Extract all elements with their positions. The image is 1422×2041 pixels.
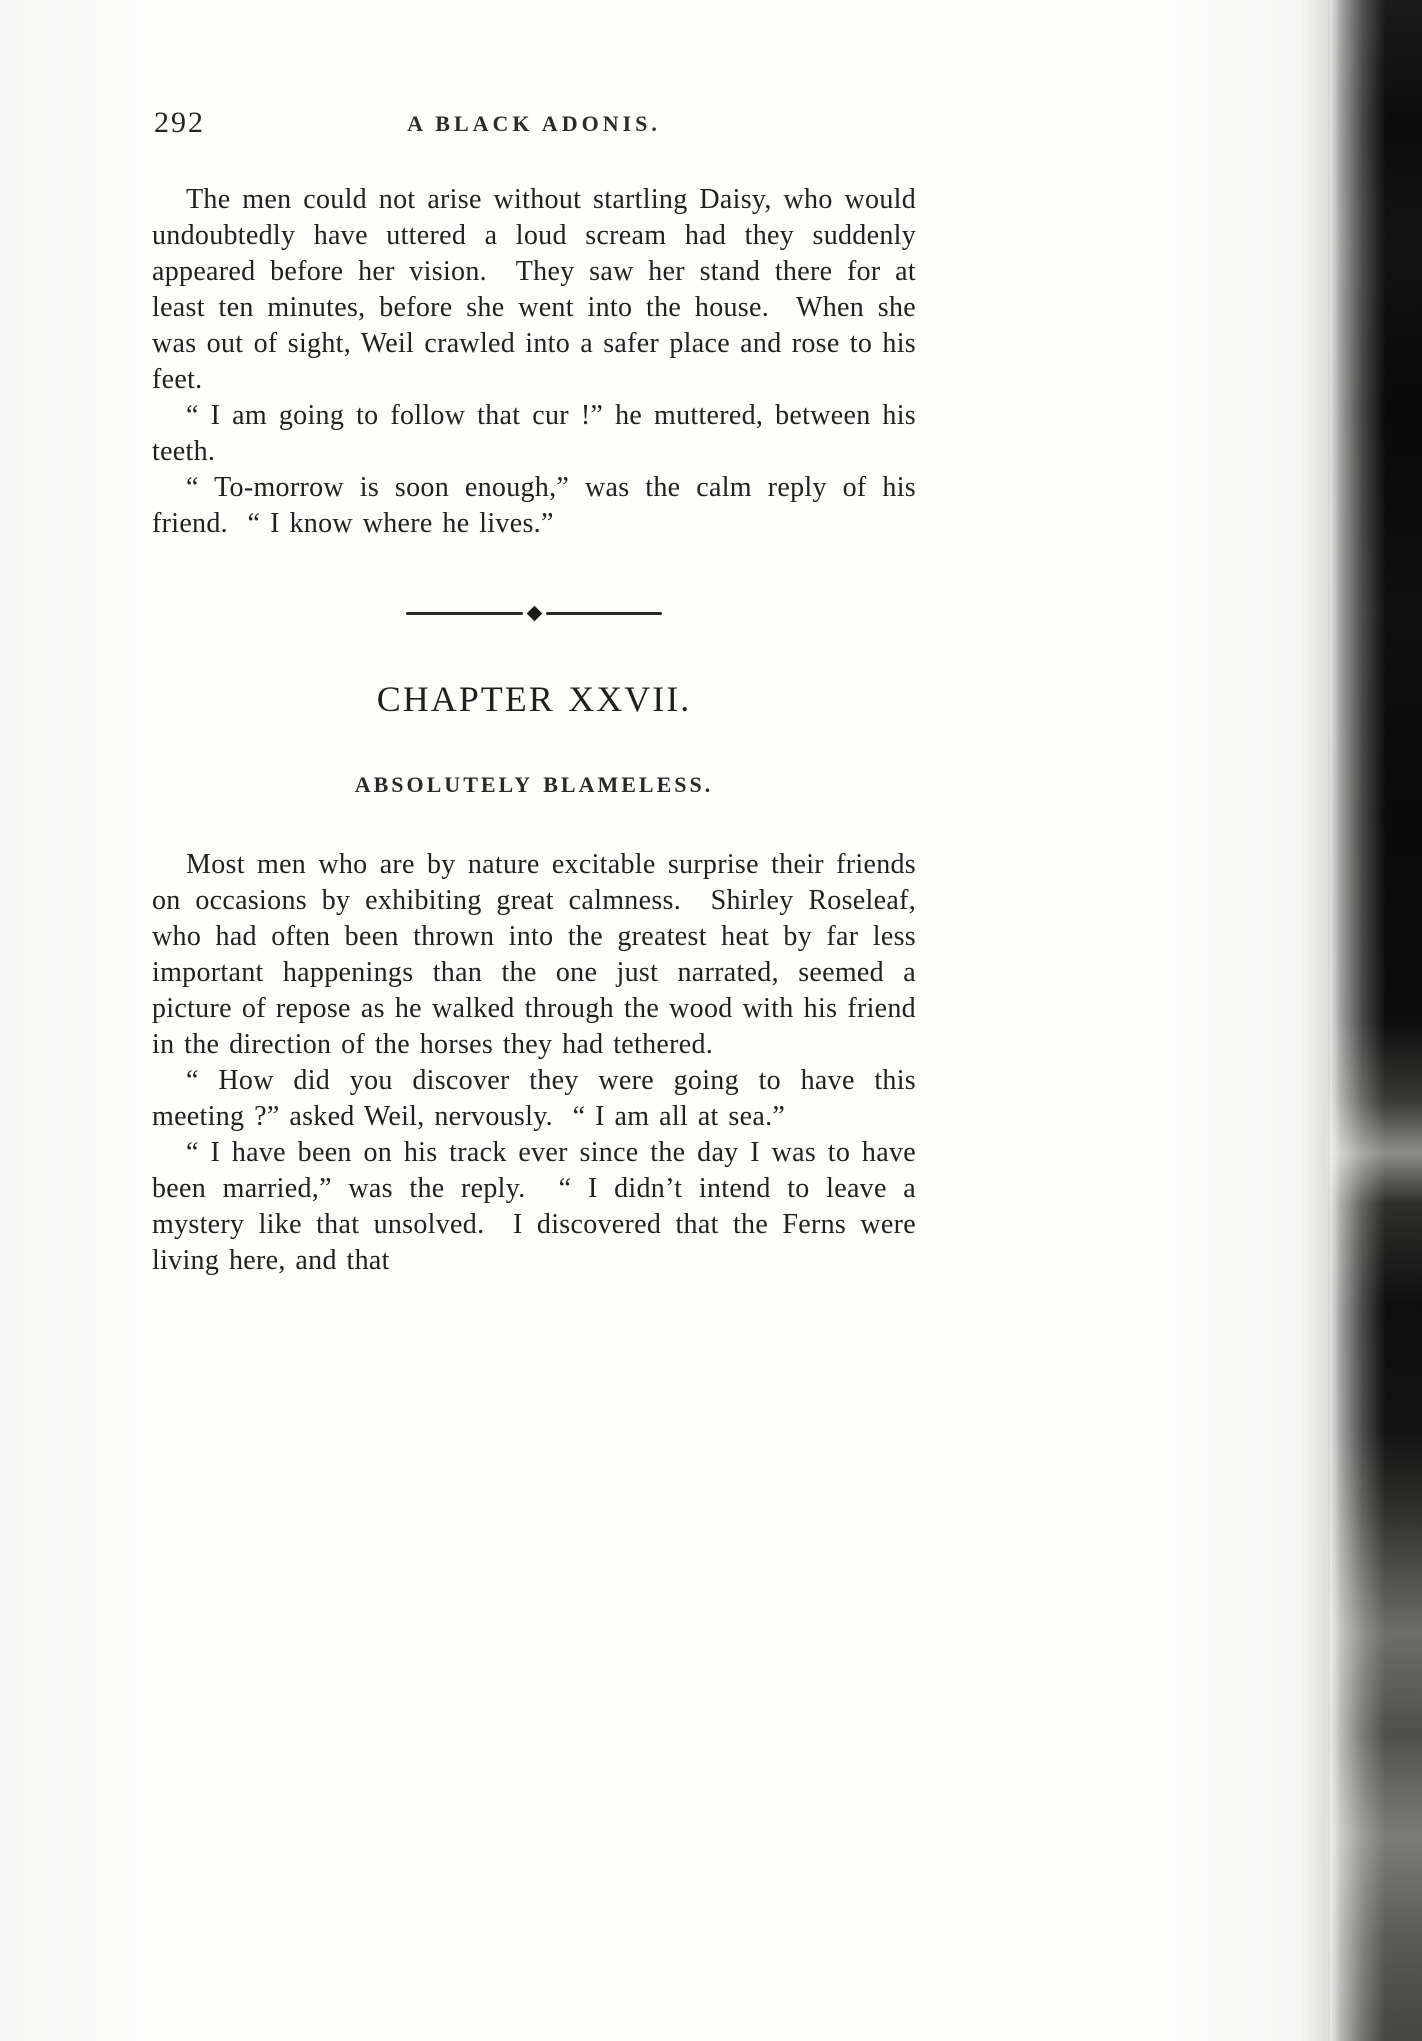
paragraph: The men could not arise without startling Daisy, who would undoubtedly have uttered a loud scream had they suddenly appeared before her vision. They saw her stand there for at least ten minutes, before she went into the house. When she was out of sight, Weil crawled into a safer place and rose to his feet. [152, 184, 926, 395]
paragraph: Most men who are by nature excitable surprise their friends on occasions by exhibiting great calmness. Shirley Roseleaf, who had often been thrown into the greatest heat by far less important happenings than the one just narrated, seemed a picture of repose as he walked through the wood with his friend in the direction of the horses they had tethered. [152, 849, 926, 1060]
chapter-27-body [152, 847, 926, 1279]
page-content [152, 106, 926, 1279]
chapter-title: CHAPTER XXVII. [376, 679, 692, 719]
page-number: 292 [154, 106, 205, 139]
paragraph: “ To-morrow is soon enough,” was the calm reply of his friend. “ I know where he lives.” [152, 472, 926, 539]
chapter-26-ending [152, 182, 926, 542]
divider-line-left [406, 612, 523, 615]
divider-diamond-icon [526, 606, 542, 622]
paragraph: “ I have been on his track ever since the day I was to have been married,” was the reply. “ I didn’t intend to leave a mystery like that unsolved. I discovered that the Ferns were living here, and that [152, 1137, 926, 1276]
chapter-subtitle: ABSOLUTELY BLAMELESS. [354, 772, 714, 797]
section-divider [406, 608, 662, 619]
paragraph: “ How did you discover they were going to have this meeting ?” asked Weil, nervously. “ I am all at sea.” [152, 1065, 926, 1132]
divider-line-right [546, 612, 663, 615]
scan-edge-artifact [1326, 0, 1422, 2041]
paragraph: “ I am going to follow that cur !” he muttered, between his teeth. [152, 400, 926, 467]
text-block [152, 182, 926, 1279]
running-title: A BLACK ADONIS. [407, 111, 661, 136]
page-header [152, 106, 916, 146]
